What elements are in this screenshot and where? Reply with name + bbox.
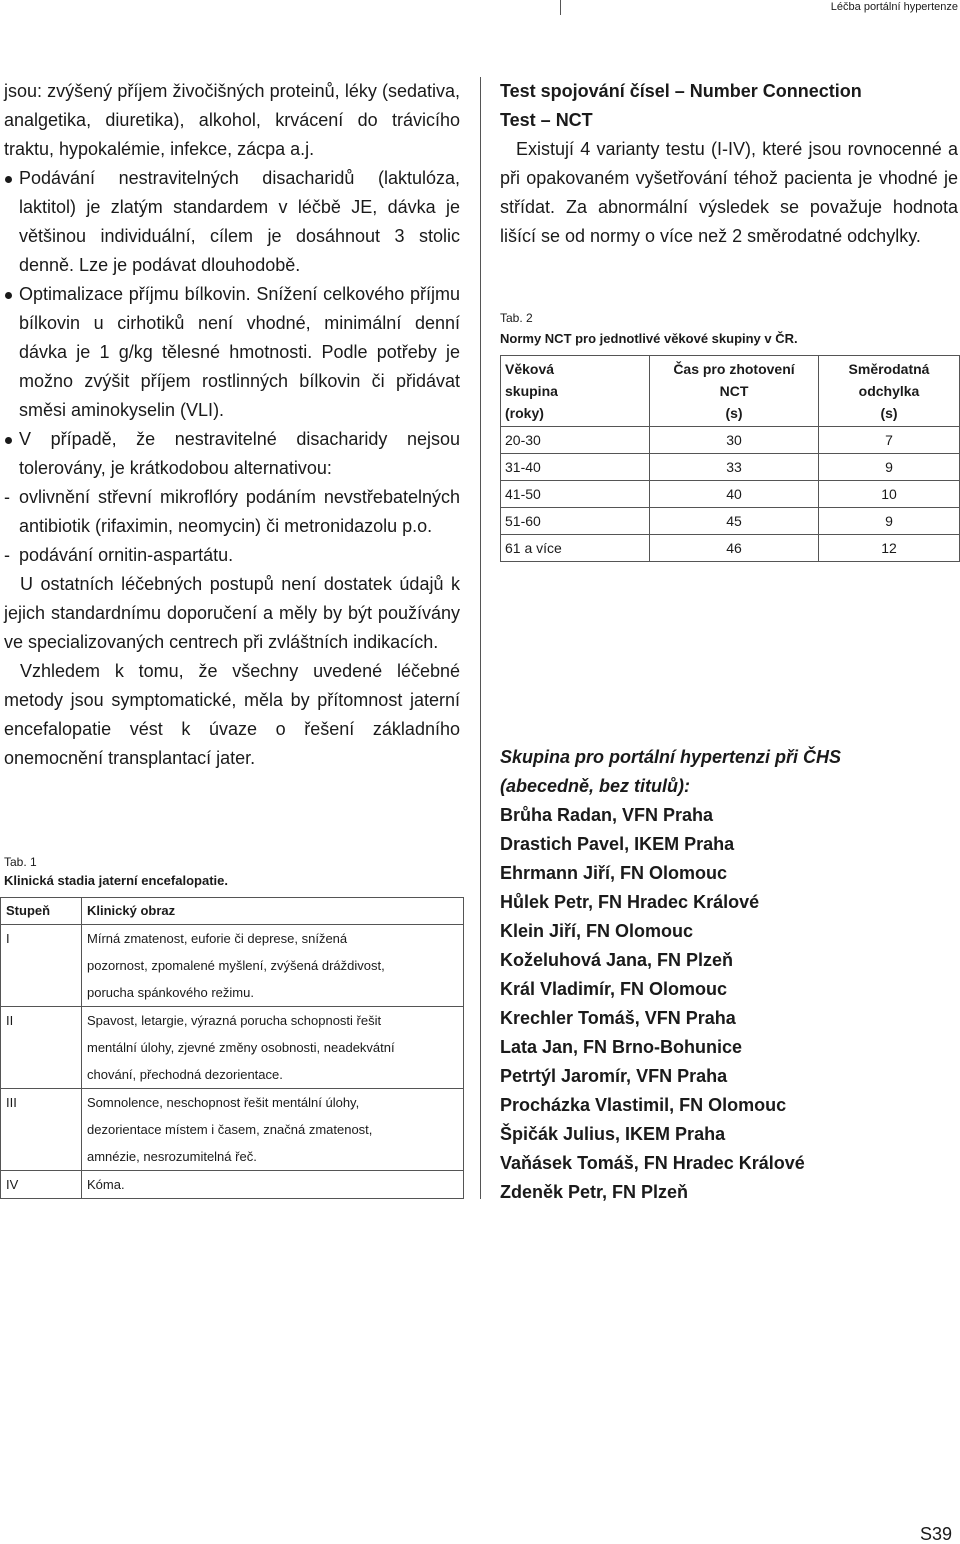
bullet-protein: Optimalizace příjmu bílkovin. Snížení celkového příjmu bílkovin u cirhotiků není vhodné, minimální denní dávka je 1 g/kg tělesné hmotnosti. Podle potřeby je možno zvýšit příjem rostlinných bílkovin či přidávat směsi aminokyselin (VLI). bbox=[4, 280, 460, 425]
time-cell: 33 bbox=[650, 454, 819, 481]
list-item: Drastich Pavel, IKEM Praha bbox=[500, 834, 735, 854]
list-item: Vaňásek Tomáš, FN Hradec Králové bbox=[500, 1153, 805, 1173]
table-row bbox=[501, 535, 960, 562]
time-cell: 30 bbox=[650, 427, 819, 454]
time-cell: 45 bbox=[650, 508, 819, 535]
bullet-disaccharides: Podávání nestravitelných disacharidů (laktulóza, laktitol) je zlatým standardem v léčbě JE, dávka je většinou individuální, cílem je dosáhnout 3 stolic denně. Lze je podávat dlouhodobě. bbox=[4, 164, 460, 280]
heading-line: Skupina pro portální hypertenzi při ČHS bbox=[500, 747, 842, 767]
list-item: Koželuhová Jana, FN Plzeň bbox=[500, 950, 734, 970]
description-cell bbox=[82, 925, 464, 1007]
header-line: (roky) bbox=[505, 405, 544, 421]
list-item: Procházka Vlastimil, FN Olomouc bbox=[500, 1095, 787, 1115]
column-header-clinical-picture: Klinický obraz bbox=[82, 898, 464, 925]
stage-cell: I bbox=[1, 925, 82, 1007]
nct-title-line: Test spojování čísel – Number Connection bbox=[500, 81, 862, 101]
table-row bbox=[1, 1171, 464, 1199]
std-dev-cell: 12 bbox=[819, 535, 960, 562]
column-header-stage: Stupeň bbox=[1, 898, 82, 925]
heading-line: (abecedně, bez titulů): bbox=[500, 776, 691, 796]
encephalopathy-stages-table bbox=[0, 897, 464, 1199]
description-line: porucha spánkového režimu. bbox=[87, 985, 254, 1000]
table-row bbox=[1, 1089, 464, 1171]
header-line: Věková bbox=[505, 361, 555, 377]
column-header-age-group bbox=[501, 356, 650, 427]
paragraph-other-methods: U ostatních léčebných postupů není dostatek údajů k jejich standardnímu doporučení a měly by být používány ve specializovaných centrech při zvláštních indikacích. bbox=[4, 574, 460, 652]
list-item: Zdeněk Petr, FN Plzeň bbox=[500, 1182, 689, 1202]
nct-description: Existují 4 varianty testu (I-IV), které jsou rovnocenné a při opakovaném vyšetřování téhož pacienta je vhodné je střídat. Za abnormální výsledek se považuje hodnota lišící se od normy o více než 2 směrodatné odchylky. bbox=[500, 139, 958, 246]
description-line: Spavost, letargie, výrazná porucha schopnosti řešit bbox=[87, 1013, 382, 1028]
description-line: Kóma. bbox=[87, 1177, 125, 1192]
list-item: Hůlek Petr, FN Hradec Králové bbox=[500, 892, 760, 912]
header-line: NCT bbox=[719, 383, 749, 399]
std-dev-cell: 7 bbox=[819, 427, 960, 454]
std-dev-cell: 9 bbox=[819, 508, 960, 535]
description-line: chování, přechodná dezorientace. bbox=[87, 1067, 283, 1082]
table2-label: Tab. 2 bbox=[500, 311, 533, 325]
header-line: Čas pro zhotovení bbox=[673, 361, 795, 377]
list-item: Lata Jan, FN Brno-Bohunice bbox=[500, 1037, 743, 1057]
stage-cell: III bbox=[1, 1089, 82, 1171]
stage-cell: IV bbox=[1, 1171, 82, 1199]
list-item: Petrtýl Jaromír, VFN Praha bbox=[500, 1066, 728, 1086]
left-column bbox=[4, 77, 460, 773]
working-group-heading bbox=[500, 743, 940, 801]
description-line: mentální úlohy, zjevné změny osobnosti, neadekvátní bbox=[87, 1040, 395, 1055]
table-row bbox=[501, 427, 960, 454]
table-row bbox=[1, 925, 464, 1007]
header-line: skupina bbox=[505, 383, 558, 399]
description-line: Mírná zmatenost, euforie či deprese, snížená bbox=[87, 931, 348, 946]
dash-antibiotics: - ovlivnění střevní mikroflóry podáním nevstřebatelných antibiotik (rifaximin, neomycin) či metronidazolu p.o. bbox=[4, 483, 460, 541]
std-dev-cell: 9 bbox=[819, 454, 960, 481]
header-line: (s) bbox=[880, 405, 898, 421]
dash-ornithine: - podávání ornitin-aspartátu. bbox=[4, 541, 460, 570]
table1-caption: Klinická stadia jaterní encefalopatie. bbox=[4, 873, 228, 888]
description-cell bbox=[82, 1007, 464, 1089]
table2-caption: Normy NCT pro jednotlivé věkové skupiny v ČR. bbox=[500, 331, 798, 346]
list-item: Klein Jiří, FN Olomouc bbox=[500, 921, 694, 941]
age-cell: 51-60 bbox=[501, 508, 650, 535]
nct-section-title bbox=[500, 77, 960, 135]
header-line: Směrodatná bbox=[848, 361, 930, 377]
description-line: pozornost, zpomalené myšlení, zvýšená dráždivost, bbox=[87, 958, 385, 973]
paragraph-transplant: Vzhledem k tomu, že všechny uvedené léčebné metody jsou symptomatické, měla by přítomnost jaterní encefalopatie vést k úvaze o řešení základního onemocnění transplantací jater. bbox=[4, 661, 460, 768]
table1-label: Tab. 1 bbox=[4, 855, 37, 869]
time-cell: 46 bbox=[650, 535, 819, 562]
time-cell: 40 bbox=[650, 481, 819, 508]
age-cell: 20-30 bbox=[501, 427, 650, 454]
column-header-time bbox=[650, 356, 819, 427]
list-item: Špičák Julius, IKEM Praha bbox=[500, 1124, 726, 1144]
list-item: Krechler Tomáš, VFN Praha bbox=[500, 1008, 736, 1028]
table-row bbox=[501, 481, 960, 508]
age-cell: 31-40 bbox=[501, 454, 650, 481]
header-line: odchylka bbox=[858, 383, 920, 399]
page-number: S39 bbox=[920, 1524, 953, 1544]
list-item: Ehrmann Jiří, FN Olomouc bbox=[500, 863, 728, 883]
description-cell bbox=[82, 1171, 464, 1199]
nct-norms-table bbox=[500, 355, 960, 562]
working-group-members bbox=[500, 801, 960, 1207]
nct-title-line: Test – NCT bbox=[500, 110, 593, 130]
bullet-alternative: V případě, že nestravitelné disacharidy nejsou tolerovány, je krátkodobou alternativou: bbox=[4, 425, 460, 483]
description-line: dezorientace místem i časem, značná zmatenost, bbox=[87, 1122, 373, 1137]
table-header-row bbox=[1, 898, 464, 925]
list-item: Král Vladimír, FN Olomouc bbox=[500, 979, 728, 999]
table-row bbox=[501, 508, 960, 535]
column-divider bbox=[480, 77, 481, 1199]
list-item: Brůha Radan, VFN Praha bbox=[500, 805, 714, 825]
std-dev-cell: 10 bbox=[819, 481, 960, 508]
age-cell: 61 a více bbox=[501, 535, 650, 562]
column-header-std-dev bbox=[819, 356, 960, 427]
description-line: amnézie, nesrozumitelná řeč. bbox=[87, 1149, 257, 1164]
paragraph-causes: jsou: zvýšený příjem živočišných proteinů, léky (sedativa, analgetika, diuretika), alkohol, krvácení do trávicího traktu, hypokalémie, infekce, zácpa a.j. bbox=[4, 81, 460, 159]
table-header-row bbox=[501, 356, 960, 427]
table-row bbox=[1, 1007, 464, 1089]
stage-cell: II bbox=[1, 1007, 82, 1089]
age-cell: 41-50 bbox=[501, 481, 650, 508]
header-line: (s) bbox=[725, 405, 743, 421]
table-row bbox=[501, 454, 960, 481]
description-cell bbox=[82, 1089, 464, 1171]
description-line: Somnolence, neschopnost řešit mentální úlohy, bbox=[87, 1095, 360, 1110]
running-head: Léčba portální hypertenze bbox=[560, 0, 960, 15]
